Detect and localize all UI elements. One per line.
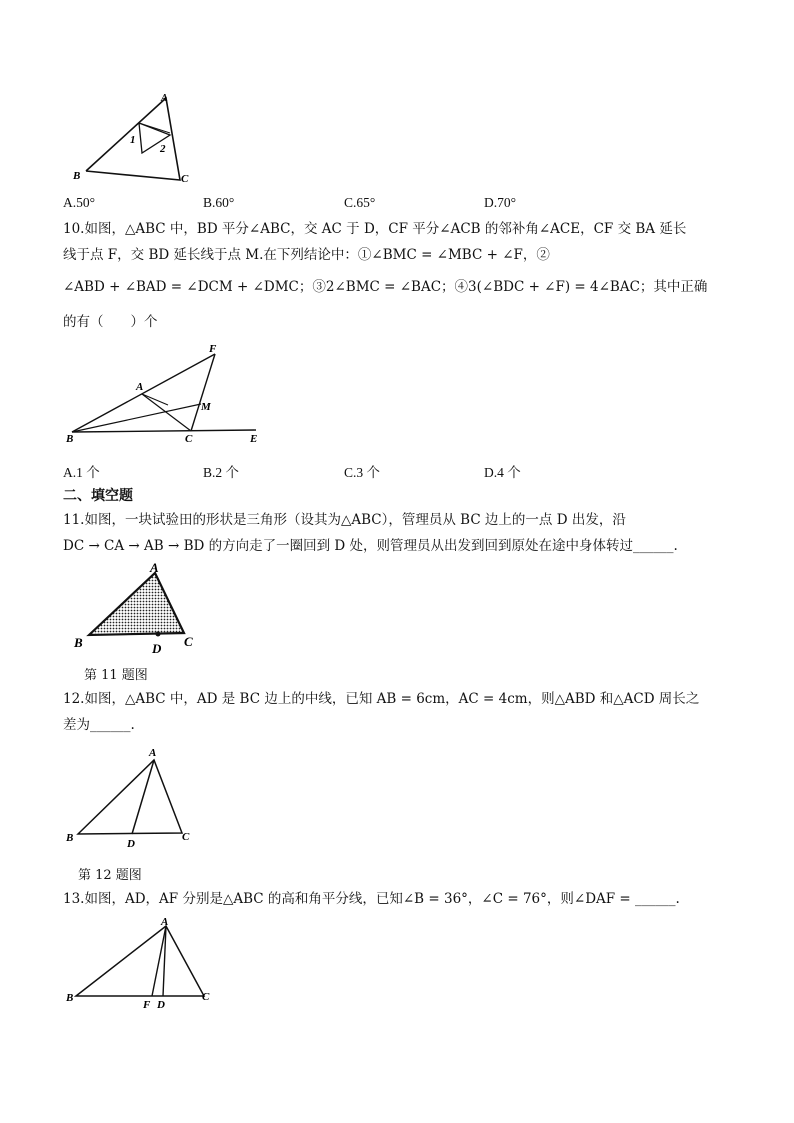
q11-label-D: D	[152, 641, 162, 656]
q12-figure	[62, 742, 202, 852]
q9-option-a: A.50°	[63, 195, 96, 210]
q10-label-E: E	[250, 433, 258, 445]
q9-fold-line	[139, 123, 170, 133]
q12-triangle	[78, 760, 182, 834]
q11-line2: DC → CA → AB → BD 的方向走了一圈回到 D 处，则管理员从出发到回到原处在途中身体转过______.	[63, 538, 678, 554]
q10-label-F: F	[209, 343, 217, 355]
q9-label-1: 1	[130, 134, 136, 146]
section-title: 二、填空题	[63, 488, 133, 504]
q11-line1: 11.如图，一块试验田的形状是三角形（设其为△ABC），管理员从 BC 边上的一点 D 出发，沿	[63, 512, 626, 528]
q10-label-A: A	[136, 381, 144, 393]
q10-line-AC	[142, 394, 191, 431]
q13-line1: 13.如图，AD，AF 分别是△ABC 的高和角平分线，已知∠B = 36°，∠C = 76°，则∠DAF = ______.	[63, 891, 680, 907]
q11-label-C: C	[184, 634, 193, 649]
q13-figure	[62, 914, 222, 1014]
q10-option-c: C.3 个	[344, 465, 381, 480]
q12-caption: 第 12 题图	[78, 868, 142, 883]
q12-line1: 12.如图，△ABC 中，AD 是 BC 边上的中线，已知 AB = 6cm，AC = 4cm，则△ABD 和△ACD 周长之	[63, 691, 700, 707]
q9-label-B: B	[73, 170, 81, 182]
q10-label-C: C	[185, 433, 193, 445]
q10-line-BE	[72, 430, 256, 432]
q10-label-B: B	[66, 433, 74, 445]
q9-label-A: A	[161, 93, 168, 104]
q9-option-b: B.60°	[203, 195, 235, 210]
q12-line2: 差为______.	[63, 717, 135, 733]
q11-field	[89, 573, 184, 635]
q11-figure	[70, 558, 210, 656]
q13-label-F: F	[143, 999, 151, 1011]
q9-option-d: D.70°	[484, 195, 517, 210]
q10-line4: 的有（ ）个	[63, 314, 158, 330]
q12-label-D: D	[127, 838, 135, 850]
q10-line3: ∠ABD + ∠BAD = ∠DCM + ∠DMC；③2∠BMC = ∠BAC；④3(∠BDC + ∠F) = 4∠BAC；其中正确	[63, 279, 708, 295]
q13-label-B: B	[66, 992, 74, 1004]
q12-label-A: A	[149, 747, 157, 759]
q9-label-C: C	[181, 173, 189, 185]
q13-label-A: A	[161, 916, 169, 928]
q9-figure	[64, 88, 204, 188]
q11-label-B: B	[74, 635, 83, 650]
q10-line1: 10.如图，△ABC 中，BD 平分∠ABC，交 AC 于 D，CF 平分∠ACB 的邻补角∠ACE，CF 交 BA 延长	[63, 221, 687, 237]
q10-label-M: M	[201, 401, 211, 413]
q9-option-c: C.65°	[344, 195, 376, 210]
q10-line-BM	[72, 404, 201, 432]
q10-line-BF	[72, 354, 215, 432]
q10-option-b: B.2 个	[203, 465, 240, 480]
q10-line2: 线于点 F，交 BD 延长线于点 M.在下列结论中：①∠BMC = ∠MBC + ∠F，②	[63, 247, 550, 263]
q13-triangle	[76, 926, 204, 996]
q9-label-2: 2	[160, 143, 166, 155]
q11-point-D	[156, 632, 161, 637]
q12-label-C: C	[182, 831, 190, 843]
q13-label-C: C	[202, 991, 210, 1003]
q11-label-A: A	[150, 560, 159, 575]
q12-label-B: B	[66, 832, 74, 844]
q10-option-d: D.4 个	[484, 465, 521, 480]
q10-figure	[60, 338, 280, 450]
q11-caption: 第 11 题图	[84, 668, 148, 683]
q10-option-a: A.1 个	[63, 465, 100, 480]
q13-label-D: D	[157, 999, 165, 1011]
